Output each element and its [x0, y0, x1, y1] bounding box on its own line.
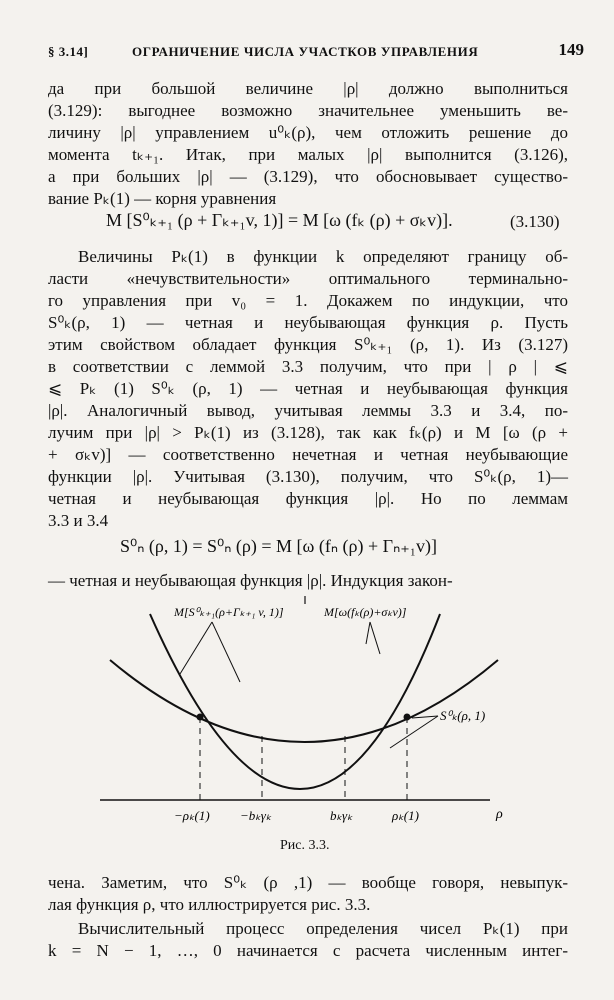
- equation-number: (3.130): [510, 212, 560, 231]
- label-m-omega: M[ω(fₖ(ρ)+σₖv)]: [324, 605, 407, 619]
- label-m-s: M[S⁰ₖ₊₁(ρ+Γₖ₊₁ v, 1)]: [174, 605, 284, 619]
- page-number: 149: [558, 40, 584, 59]
- text-line: го управления при v₀ = 1. Докажем по индукции, что: [48, 291, 568, 310]
- label-s-curve: S⁰ₖ(ρ, 1): [440, 708, 486, 723]
- text-line: личину |ρ| управлением u⁰ₖ(ρ), чем отложить решение до: [48, 123, 568, 142]
- leader-s-1: [412, 716, 438, 718]
- paragraph-5: [48, 918, 568, 962]
- paragraph-2: [48, 246, 568, 532]
- text-line: ласти «нечувствительности» оптимального терминально-: [48, 269, 568, 288]
- equation-3-130: M [S⁰ₖ₊₁ (ρ + Γₖ₊₁v, 1)] = M [ω (fₖ (ρ) + σₖv)].: [106, 210, 453, 230]
- paragraph-4: [48, 872, 568, 916]
- axis-label-rho: ρ: [496, 807, 503, 822]
- text-line: Вычислительный процесс определения чисел Pₖ(1) при: [78, 919, 568, 938]
- leader-left-1: [180, 622, 212, 674]
- leader-s-2: [390, 716, 438, 748]
- curve-m-omega: [150, 614, 440, 789]
- text-line: чена. Заметим, что S⁰ₖ (ρ ,1) — вообще говоря, невыпук-: [48, 873, 568, 892]
- tick-pos-b: bₖγₖ: [330, 808, 353, 823]
- equation-sn: S⁰ₙ (ρ, 1) = S⁰ₙ (ρ) = M [ω (fₙ (ρ) + Γₙ₊₁v)]: [120, 536, 438, 556]
- text-line: вание Pₖ(1) — корня уравнения: [48, 189, 277, 208]
- text-line: — четная и неубывающая функция |ρ|. Индукция закон-: [48, 571, 453, 590]
- leader-left-2: [212, 622, 240, 682]
- text-line: Величины Pₖ(1) в функции k определяют границу об-: [78, 247, 568, 266]
- text-line: функции |ρ|. Учитывая (3.130), получим, что S⁰ₖ(ρ, 1)—: [48, 467, 568, 486]
- text-line: + σₖv)] — соответственно нечетная и четная неубывающие: [48, 445, 568, 464]
- leader-right-2: [370, 622, 380, 654]
- text-line: да при большой величине |ρ| должно выполниться: [48, 79, 568, 98]
- text-line: этим свойством обладает функция S⁰ₖ₊₁ (ρ, 1). Из (3.127): [48, 335, 568, 354]
- text-line: четная и неубывающая функция |ρ|. Но по леммам: [48, 489, 568, 508]
- text-line: ⩽ Pₖ (1) S⁰ₖ (ρ, 1) — четная и неубывающая функция: [48, 379, 568, 398]
- text-line: (3.129): выгоднее возможно значительнее уменьшить ве-: [48, 101, 568, 120]
- text-line: в соответствии с леммой 3.3 получим, что при | ρ | ⩽: [48, 357, 568, 376]
- text-line: момента tₖ₊₁. Итак, при малых |ρ| выполнится (3.126),: [48, 145, 568, 164]
- running-title: ОГРАНИЧЕНИЕ ЧИСЛА УЧАСТКОВ УПРАВЛЕНИЯ: [132, 44, 479, 59]
- figure-caption: Рис. 3.3.: [280, 838, 330, 853]
- text-line: лучим при |ρ| > Pₖ(1) из (3.128), так как fₖ(ρ) и M [ω (ρ +: [48, 423, 568, 442]
- text-line: лая функция ρ, что иллюстрируется рис. 3.3.: [48, 895, 371, 914]
- section-number: § 3.14]: [48, 44, 89, 59]
- tick-neg-p: −ρₖ(1): [174, 808, 210, 823]
- figure-3-3: [90, 594, 520, 834]
- paragraph-1: [48, 78, 568, 210]
- curve-m-s: [110, 660, 498, 742]
- text-line: а при больших |ρ| — (3.129), что обосновывает существо-: [48, 167, 568, 186]
- text-line: 3.3 и 3.4: [48, 511, 109, 530]
- text-line: k = N − 1, …, 0 начинается с расчета численным интег-: [48, 941, 568, 960]
- leader-right-1: [366, 622, 370, 644]
- tick-pos-p: ρₖ(1): [392, 808, 419, 823]
- running-header: [48, 40, 584, 64]
- paragraph-3: [48, 570, 568, 592]
- text-line: |ρ|. Аналогичный вывод, учитывая леммы 3.3 и 3.4, по-: [48, 401, 568, 420]
- text-line: S⁰ₖ(ρ, 1) — четная и неубывающая функция ρ. Пусть: [48, 313, 568, 332]
- tick-neg-b: −bₖγₖ: [240, 808, 272, 823]
